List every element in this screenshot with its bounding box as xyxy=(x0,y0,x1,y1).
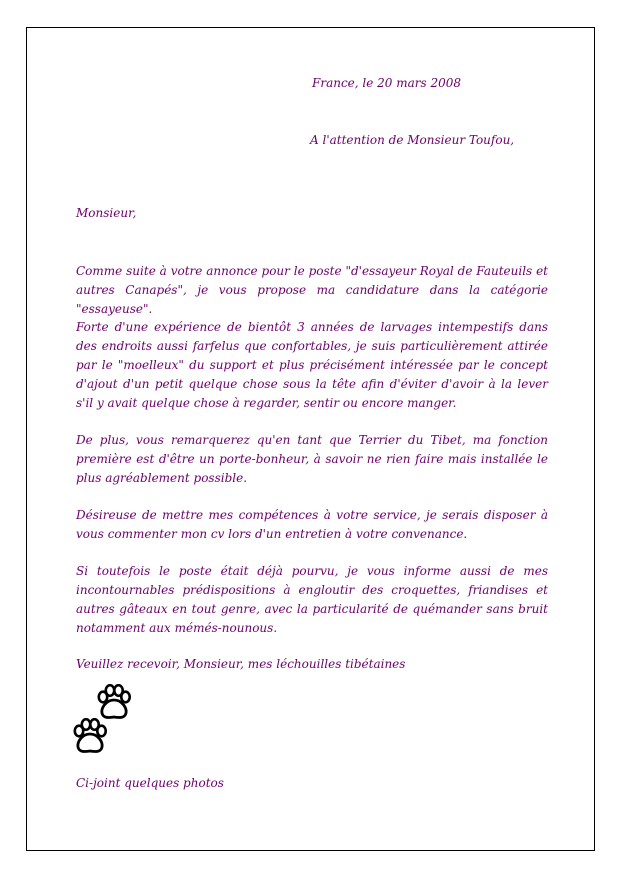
letter-recipient: A l'attention de Monsieur Toufou, xyxy=(310,133,515,147)
letter-paragraph: Si toutefois le poste était déjà pourvu, je vous informe aussi de mes incontournables prédispositions à engloutir des croquettes, friandises et autres gâteaux en tout genre, avec la particularité de quémander sans bruit notamment aux mémés-nounous. xyxy=(76,564,548,635)
letter-paragraph: De plus, vous remarquerez qu'en tant que Terrier du Tibet, ma fonction première est d'être un porte-bonheur, à savoir ne rien faire mais installée le plus agréablement possible. xyxy=(76,433,548,485)
letter-closing: Veuillez recevoir, Monsieur, mes léchouilles tibétaines xyxy=(76,657,406,671)
letter-paragraph: Comme suite à votre annonce pour le poste "d'essayeur Royal de Fauteuils et autres Canapés", je vous propose ma candidature dans la catégorie "essayeuse". xyxy=(76,264,548,316)
letter-greeting: Monsieur, xyxy=(76,206,137,220)
letter-page xyxy=(26,27,595,851)
paw-print-icon xyxy=(72,718,108,756)
letter-date: France, le 20 mars 2008 xyxy=(312,76,462,90)
letter-paragraph: Forte d'une expérience de bientôt 3 années de larvages intempestifs dans des endroits aussi farfelus que confortables, je suis particulièrement attirée par le "moelleux" du support et plus précisément intéressée par le concept d'ajout d'un petit quelque chose sous la tête afin d'éviter d'avoir à la lever s'il y avait quelque chose à regarder, sentir ou encore manger. xyxy=(76,320,548,410)
letter-paragraph: Désireuse de mettre mes compétences à votre service, je serais disposer à vous commenter mon cv lors d'un entretien à votre convenance. xyxy=(76,508,548,541)
paw-print-icon xyxy=(96,684,132,722)
letter-postscript: Ci-joint quelques photos xyxy=(76,776,224,790)
